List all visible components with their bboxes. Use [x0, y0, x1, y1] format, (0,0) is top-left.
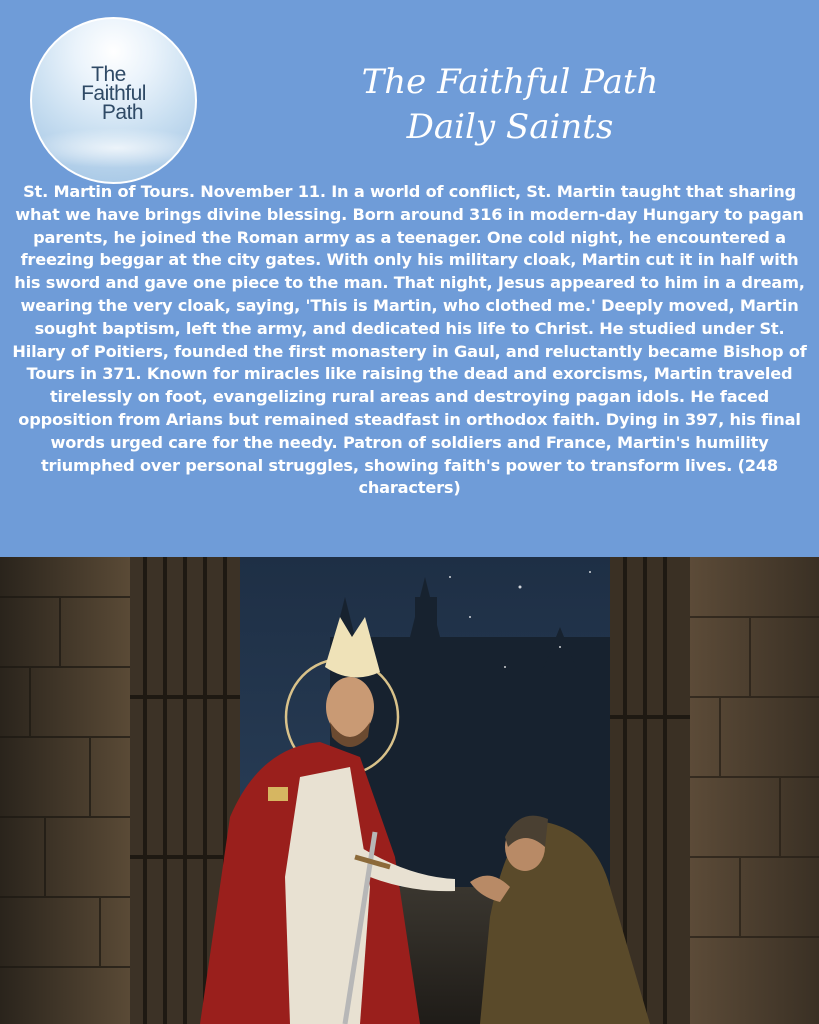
faithful-path-logo [30, 17, 197, 184]
st-martin-illustration [0, 557, 819, 1024]
logo-wordmark [32, 65, 195, 122]
logo-line-3: Path [101, 101, 144, 124]
page-title [300, 60, 720, 150]
saint-story-text: St. Martin of Tours. November 11. In a world of conflict, St. Martin taught that sharing what we have brings divine blessing. Born around 316 in modern-day Hungary to pagan parents, he joined the Roman army as a teenager. One cold night, he encountered a freezing beggar at the city gates. With only his military cloak, Martin cut it in half with his sword and gave one piece to the man. That night, Jesus appeared to him in a dream, wearing the very cloak, saying, 'This is Martin, who clothed me.' Deeply moved, Martin sought baptism, left the army, and dedicated his life to Christ. He studied under St. Hilary of Poitiers, founded the first monastery in Gaul, and reluctantly became Bishop of Tours in 371. Known for miracles like raising the dead and exorcisms, Martin traveled tirelessly on foot, evangelizing rural areas and destroying pagan idols. He faced opposition from Arians but remained steadfast in orthodox faith. Dying in 397, his final words urged care for the needy. Patron of soldiers and France, Martin's humility triumphed over personal struggles, showing faith's power to transform lives. (248 characters) [12, 182, 807, 498]
title-line-2: Daily Saints [406, 107, 614, 147]
logo-line-2: Faithful [81, 82, 146, 105]
title-line-1: The Faithful Path [361, 62, 659, 102]
logo-line-1: The [91, 63, 126, 86]
logo-clouds [30, 128, 197, 168]
